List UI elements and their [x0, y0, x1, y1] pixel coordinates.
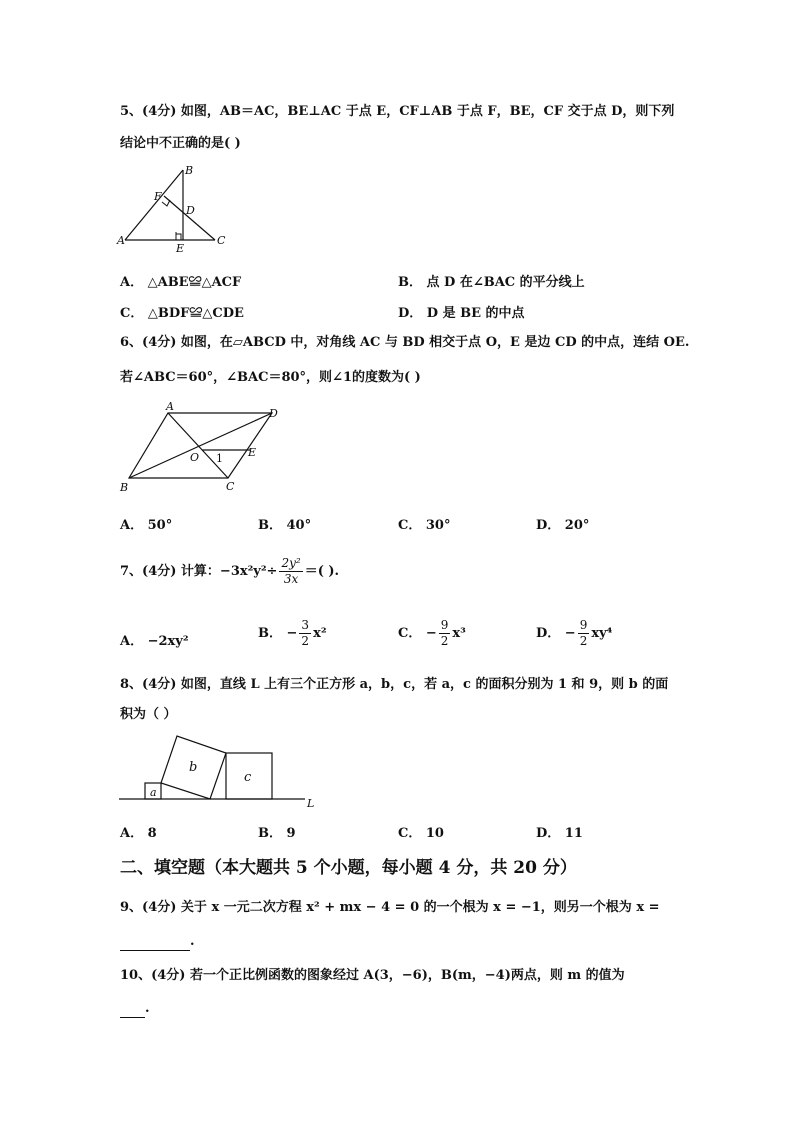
q5-option-d[interactable]: D． D 是 BE 的中点: [398, 306, 525, 321]
q10-answer-blank[interactable]: [120, 1001, 145, 1018]
q7-option-d-numerator: 9: [579, 618, 588, 632]
q7-option-b-prefix: B． −: [258, 626, 298, 641]
q8-squares-figure: [115, 730, 325, 812]
q7-option-c-suffix: x³: [452, 626, 466, 641]
q5-label-a: A: [117, 234, 125, 247]
q8-option-c[interactable]: C． 10: [398, 826, 444, 841]
q7-fraction-denominator: 3x: [283, 572, 299, 586]
q8-stem-line1: 8、(4分) 如图，直线 L 上有三个正方形 a，b，c，若 a，c 的面积分别为 1 和 9，则 b 的面: [120, 677, 669, 692]
q6-label-d: D: [269, 407, 278, 420]
q6-stem-line1: 6、(4分) 如图，在▱ABCD 中，对角线 AC 与 BD 相交于点 O，E 是边 CD 的中点，连结 OE.: [120, 335, 690, 350]
q7-option-c[interactable]: [398, 618, 466, 649]
q9-end: .: [190, 934, 195, 949]
q7-option-b-denominator: 2: [301, 634, 310, 648]
q7-option-d-prefix: D． −: [536, 626, 576, 641]
q10-end: .: [145, 1001, 150, 1016]
q6-option-c[interactable]: C． 30°: [398, 518, 451, 533]
q6-label-e: E: [248, 446, 257, 459]
q10-answer-line: [120, 1001, 150, 1018]
q5-label-d: D: [186, 204, 195, 217]
q7-option-b-numerator: 3: [301, 618, 310, 632]
q6-label-o: O: [190, 451, 200, 464]
q7-option-c-fraction: [439, 618, 451, 649]
q7-stem: [120, 555, 339, 589]
q9-stem-line1: 9、(4分) 关于 x 一元二次方程 x² + mx − 4 = 0 的一个根为 x = −1，则另一个根为 x =: [120, 900, 660, 915]
q7-option-c-prefix: C． −: [398, 626, 437, 641]
q7-option-d[interactable]: [536, 618, 612, 649]
q9-answer-blank[interactable]: [120, 934, 190, 951]
q8-option-d[interactable]: D． 11: [536, 826, 583, 841]
q6-option-d[interactable]: D． 20°: [536, 518, 590, 533]
q5-label-e: E: [176, 242, 185, 255]
q10-stem-line1: 10、(4分) 若一个正比例函数的图象经过 A(3，−6)，B(m，−4)两点，则 m 的值为: [120, 968, 625, 983]
q5-option-b[interactable]: B． 点 D 在∠BAC 的平分线上: [398, 275, 585, 290]
q8-label-a: a: [150, 786, 157, 799]
q6-parallelogram-figure: [112, 398, 292, 498]
q8-label-b: b: [189, 760, 198, 775]
q5-option-c[interactable]: C． △BDF≌△CDE: [120, 306, 244, 321]
q7-option-c-numerator: 9: [440, 618, 449, 632]
q5-option-a[interactable]: A． △ABE≌△ACF: [120, 275, 242, 290]
q9-answer-line: [120, 934, 195, 951]
q7-option-a[interactable]: A． −2xy²: [120, 634, 189, 649]
q8-stem-line2: 积为（ ）: [120, 707, 177, 722]
q6-stem-line2: 若∠ABC＝60°，∠BAC＝80°，则∠1的度数为( ): [120, 370, 421, 385]
q5-label-f: F: [154, 190, 162, 203]
q7-expression: −3x²y²÷: [219, 564, 278, 579]
q7-fraction-numerator: 2y²: [281, 556, 301, 570]
q5-stem-line2: 结论中不正确的是( ): [120, 136, 241, 151]
q6-label-b: B: [120, 481, 129, 494]
q7-prefix: 7、(4分) 计算：: [120, 564, 220, 579]
q5-stem-line1: 5、(4分) 如图，AB＝AC，BE⊥AC 于点 E，CF⊥AB 于点 F，BE，CF 交于点 D，则下列: [120, 104, 675, 119]
q7-fraction: [279, 556, 302, 587]
q5-triangle-figure: [115, 162, 235, 257]
q7-option-d-fraction: [578, 618, 590, 649]
q7-option-b-fraction: [299, 618, 311, 649]
q8-label-l: L: [307, 797, 315, 810]
q6-label-angle-1: 1: [216, 452, 223, 465]
q7-option-b-suffix: x²: [313, 626, 327, 641]
q7-option-d-denominator: 2: [579, 634, 588, 648]
q7-option-b[interactable]: [258, 618, 327, 649]
q7-option-c-denominator: 2: [440, 634, 449, 648]
q6-option-a[interactable]: A． 50°: [120, 518, 173, 533]
q5-label-b: B: [185, 164, 194, 177]
q5-label-c: C: [217, 234, 226, 247]
q8-option-a[interactable]: A． 8: [120, 826, 157, 841]
q7-option-d-suffix: xy⁴: [591, 626, 613, 641]
q7-suffix: ＝( ).: [304, 564, 340, 579]
q6-label-a: A: [166, 400, 174, 413]
q6-option-b[interactable]: B． 40°: [258, 518, 312, 533]
q8-label-c: c: [244, 770, 252, 785]
q8-option-b[interactable]: B． 9: [258, 826, 296, 841]
q6-label-c: C: [226, 480, 235, 493]
section-title-fill-in: 二、填空题（本大题共 5 个小题，每小题 4 分，共 20 分）: [120, 858, 577, 878]
